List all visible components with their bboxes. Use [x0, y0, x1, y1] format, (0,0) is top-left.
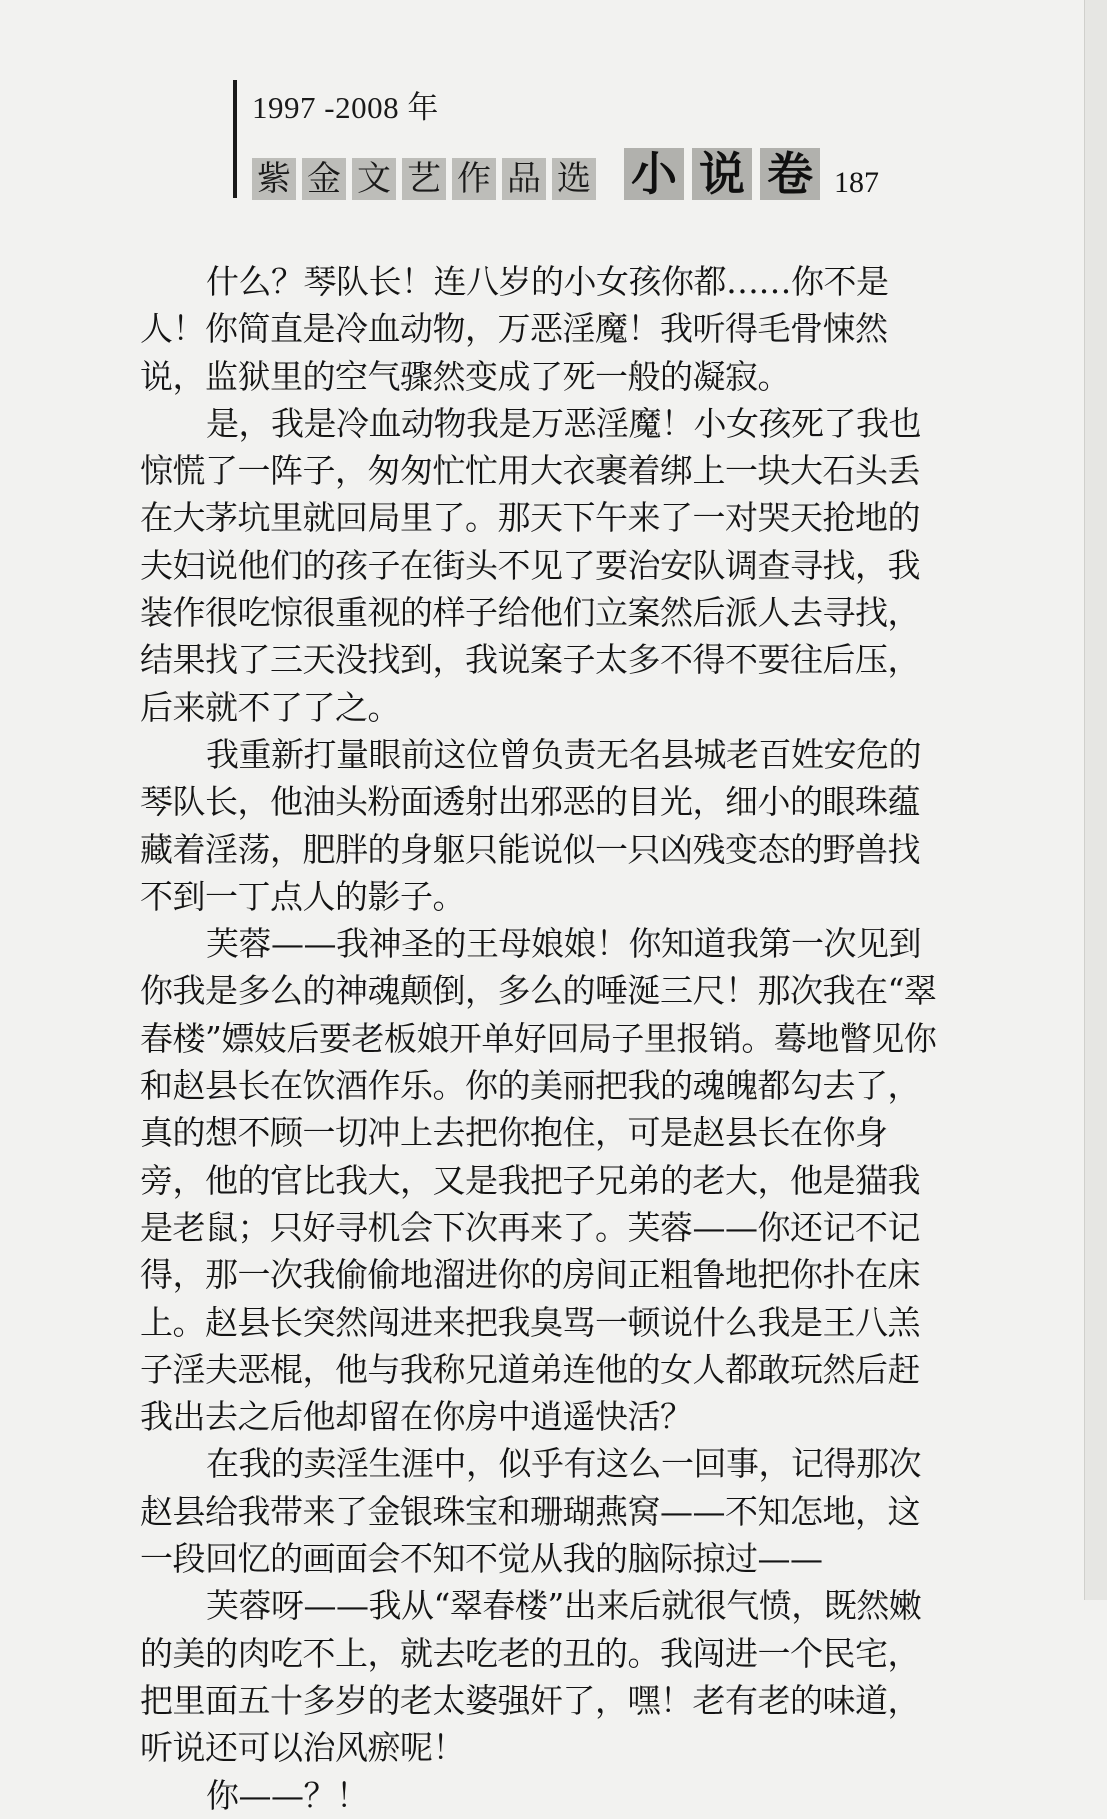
series-title: [252, 158, 596, 200]
volume-title-char: 卷: [760, 148, 820, 200]
series-title-char: 作: [452, 158, 496, 200]
page-number: 187: [834, 166, 879, 199]
header-years: 1997 -2008 年: [252, 90, 439, 125]
page-edge: [1084, 0, 1107, 1600]
paragraph: 芙蓉呀——我从“翠春楼”出来后就很气愤，既然嫩的美的肉吃不上，就去吃老的丑的。我闯进一个民宅，把里面五十多岁的老太婆强奸了，嘿！老有老的味道，听说还可以治风瘀呢！: [140, 1586, 922, 1768]
series-title-char: 紫: [252, 158, 296, 200]
series-title-char: 文: [352, 158, 396, 200]
volume-title: [624, 148, 820, 200]
volume-title-char: 说: [692, 148, 752, 200]
paragraph: 你——？！: [206, 1775, 369, 1815]
series-title-char: 品: [502, 158, 546, 200]
series-title-char: 金: [302, 158, 346, 200]
paragraph: 什么？琴队长！连八岁的小女孩你都……你不是人！你简直是冷血动物，万恶淫魔！我听得毛骨悚然说，监狱里的空气骤然变成了死一般的凝寂。: [140, 262, 889, 396]
paragraph: 我重新打量眼前这位曾负责无名县城老百姓安危的琴队长，他油头粉面透射出邪恶的目光，细小的眼珠蕴藏着淫荡，肥胖的身躯只能说似一只凶残变态的野兽找不到一丁点人的影子。: [140, 734, 921, 916]
body-text: [140, 258, 952, 1819]
paragraph: 是，我是冷血动物我是万恶淫魔！小女孩死了我也惊慌了一阵子，匆匆忙忙用大衣裹着绑上一块大石头丢在大茅坑里就回局里了。那天下午来了一对哭天抢地的夫妇说他们的孩子在街头不见了要治安队调查寻找，我装作很吃惊很重视的样子给他们立案然后派人去寻找，结果找了三天没找到，我说案子太多不得不要往后压，后来就不了了之。: [140, 403, 921, 727]
paragraph: 芙蓉——我神圣的王母娘娘！你知道我第一次见到你我是多么的神魂颠倒，多么的唾涎三尺！那次我在“翠春楼”嫖妓后要老板娘开单好回局子里报销。蓦地瞥见你和赵县长在饮酒作乐。你的美丽把我的魂魄都勾去了，真的想不顾一切冲上去把你抱住，可是赵县长在你身旁，他的官比我大，又是我把子兄弟的老大，他是猫我是老鼠；只好寻机会下次再来了。芙蓉——你还记不记得，那一次我偷偷地溜进你的房间正粗鲁地把你扑在床上。赵县长突然闯进来把我臭骂一顿说什么我是王八羔子淫夫恶棍，他与我称兄道弟连他的女人都敢玩然后赶我出去之后他却留在你房中逍遥快活？: [140, 924, 937, 1437]
paragraph: 在我的卖淫生涯中，似乎有这么一回事，记得那次赵县给我带来了金银珠宝和珊瑚燕窝——不知怎地，这一段回忆的画面会不知不觉从我的脑际掠过——: [140, 1444, 921, 1579]
header-vertical-rule: [233, 80, 237, 198]
running-header: [252, 148, 879, 200]
volume-title-char: 小: [624, 148, 684, 200]
series-title-char: 选: [552, 158, 596, 200]
series-title-char: 艺: [402, 158, 446, 200]
